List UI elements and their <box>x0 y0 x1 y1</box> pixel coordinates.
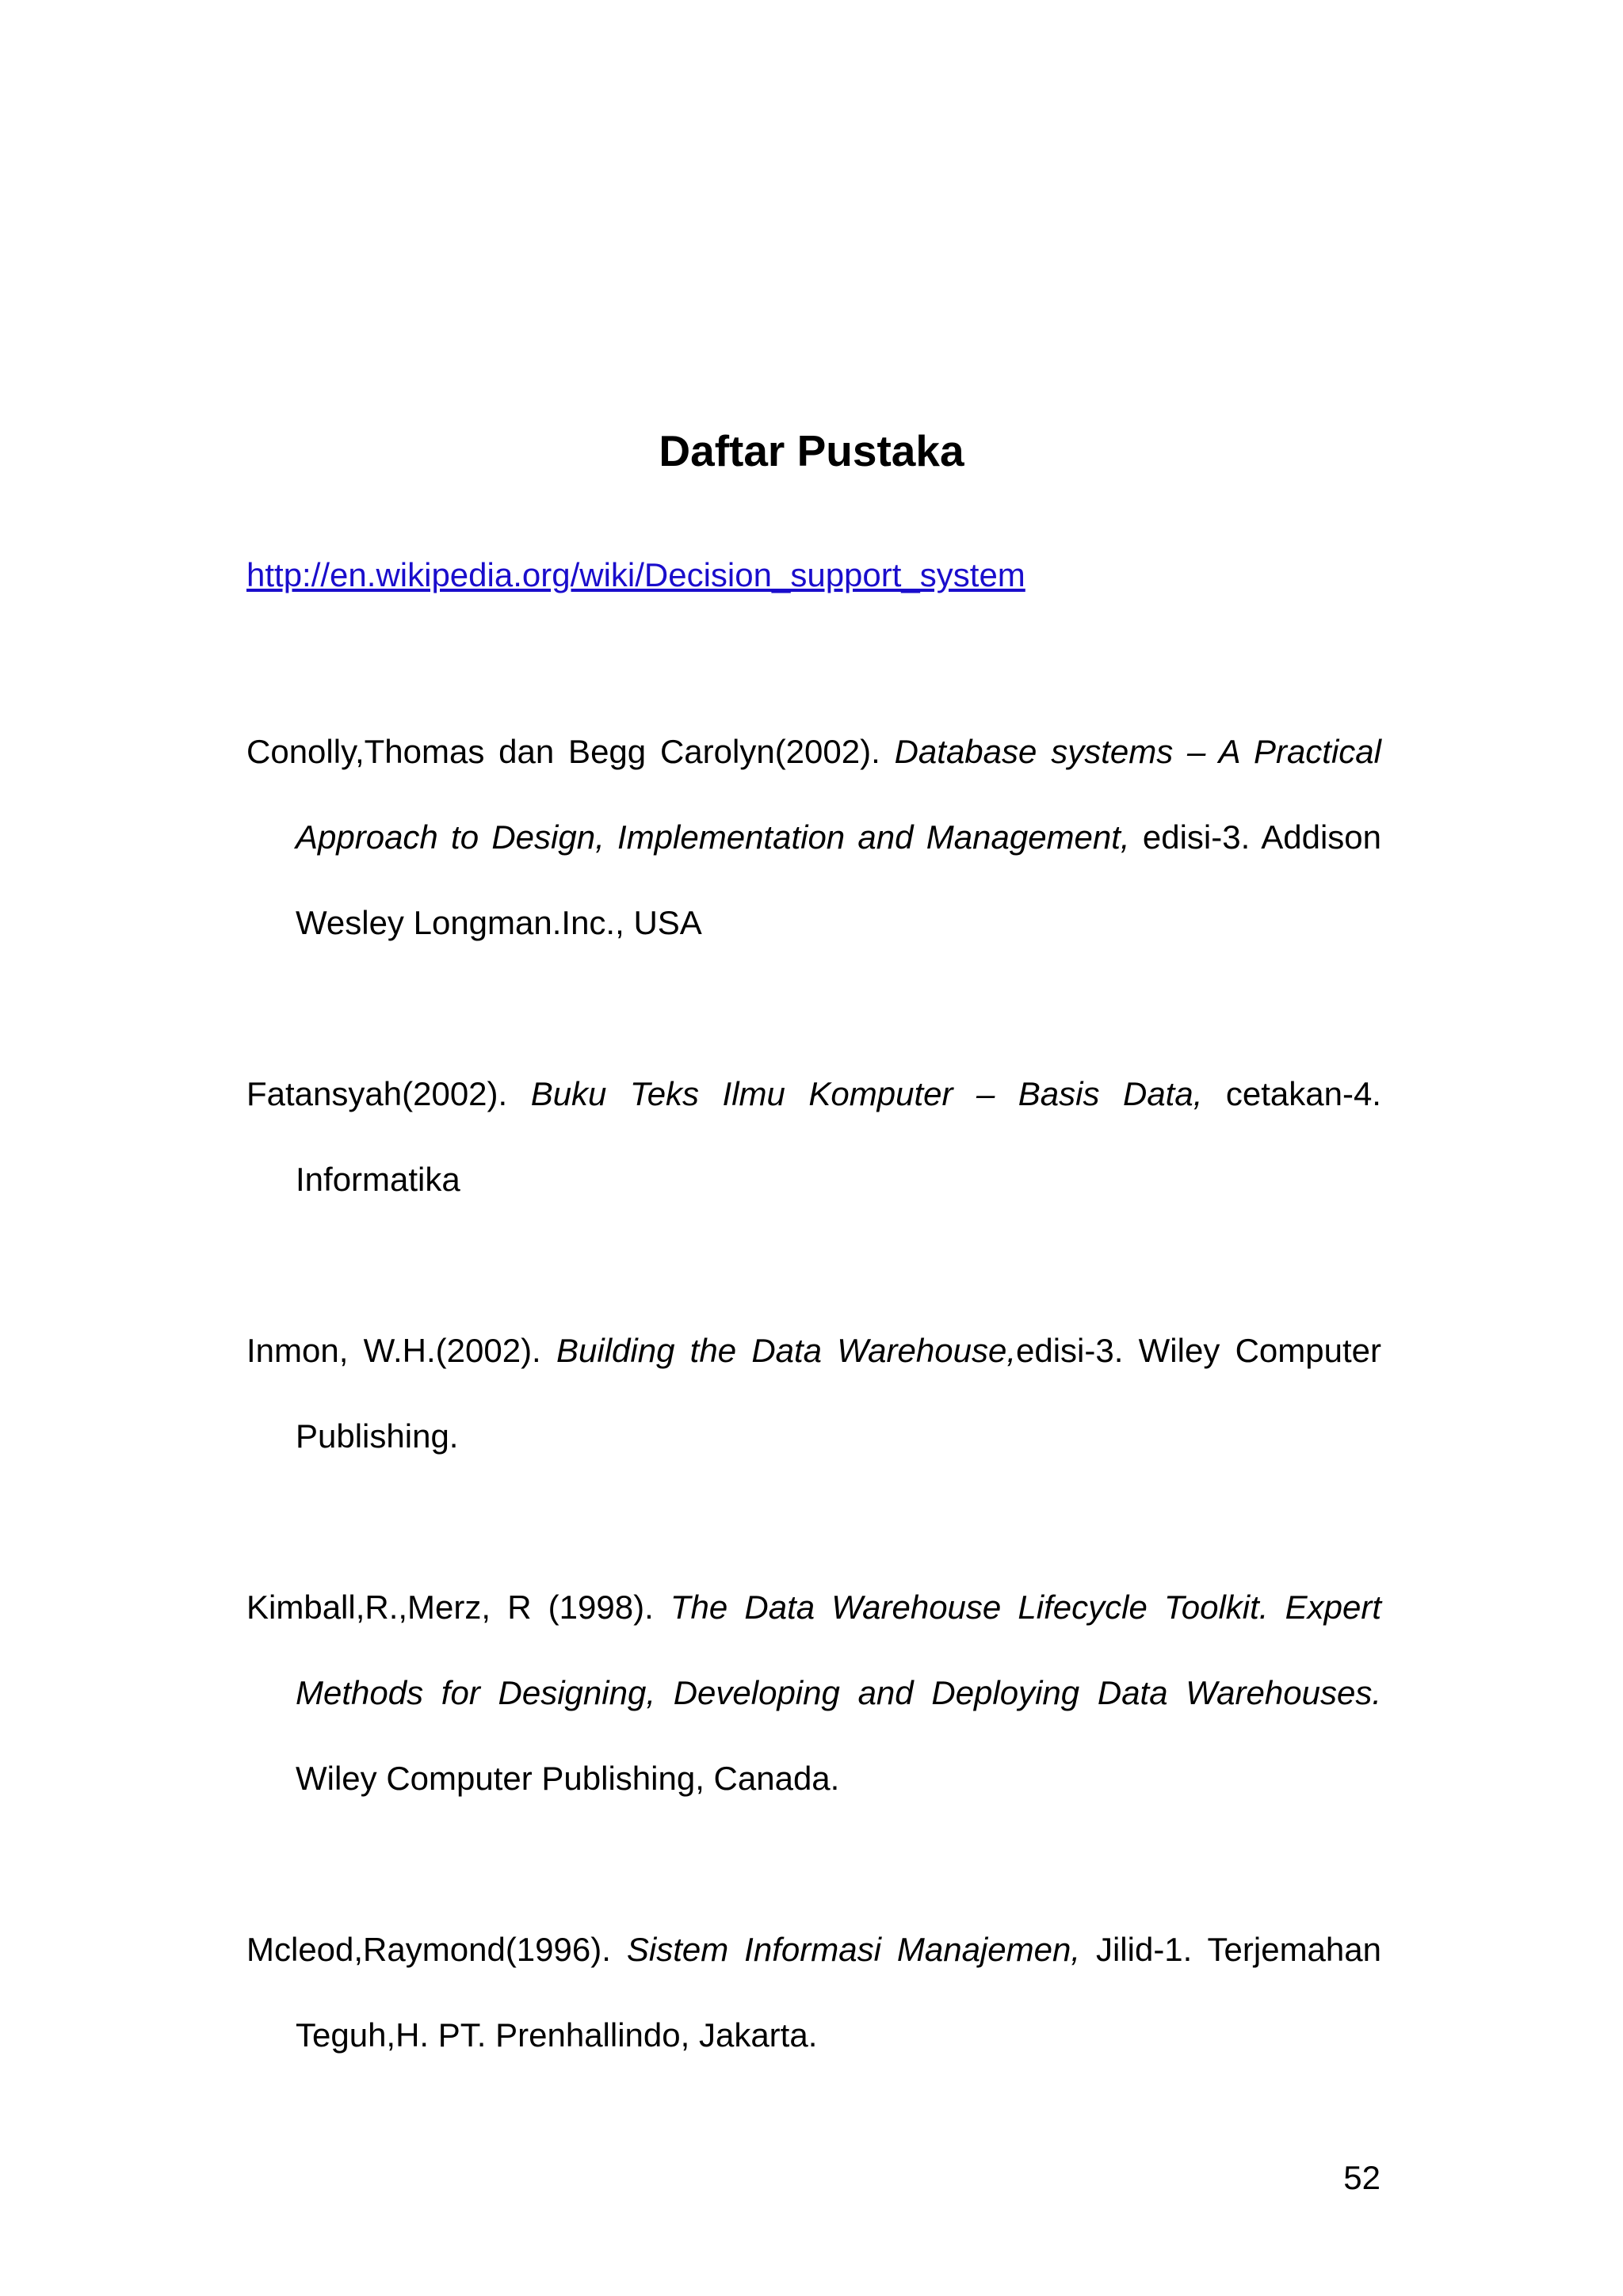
wikipedia-link[interactable]: http://en.wikipedia.org/wiki/Decision_support_system <box>246 556 1025 593</box>
reference-text: Fatansyah(2002). <box>246 1075 531 1112</box>
reference-line <box>246 709 1381 795</box>
reference-text: Teguh,H. PT. Prenhallindo, Jakarta. <box>296 2016 818 2054</box>
reference-text: edisi-3. Wiley Computer <box>1016 1332 1381 1369</box>
reference-kimball <box>246 1565 1381 1821</box>
reference-line <box>246 1993 1381 2078</box>
reference-title-text: Database systems – A Practical <box>894 733 1381 770</box>
reference-mcleod <box>246 1907 1381 2078</box>
reference-line <box>246 880 1381 966</box>
reference-line <box>246 1308 1381 1394</box>
reference-text: Conolly,Thomas dan Begg Carolyn(2002). <box>246 733 895 770</box>
reference-line <box>246 1137 1381 1222</box>
reference-line <box>246 795 1381 880</box>
reference-fatansyah <box>246 1051 1381 1222</box>
reference-line <box>246 1565 1381 1650</box>
reference-title-text: Buku Teks Ilmu Komputer – Basis Data, <box>530 1075 1203 1112</box>
reference-inmon <box>246 1308 1381 1479</box>
reference-title-text: Approach to Design, Implementation and Management, <box>296 818 1130 856</box>
reference-text: Kimball,R.,Merz, R (1998). <box>246 1589 670 1626</box>
reference-line <box>246 1907 1381 1993</box>
page-title: Daftar Pustaka <box>659 425 964 475</box>
reference-text: cetakan-4. <box>1202 1075 1381 1112</box>
reference-line <box>246 1394 1381 1479</box>
reference-line <box>246 1736 1381 1821</box>
reference-conolly <box>246 709 1381 966</box>
reference-title-text: The Data Warehouse Lifecycle Toolkit. Expert <box>670 1589 1381 1626</box>
reference-text: Wiley Computer Publishing, Canada. <box>296 1760 840 1797</box>
reference-line <box>246 1650 1381 1736</box>
reference-title-text: Building the Data Warehouse, <box>556 1332 1016 1369</box>
reference-text: Mcleod,Raymond(1996). <box>246 1931 627 1968</box>
reference-title-text: Sistem Informasi Manajemen, <box>626 1931 1080 1968</box>
page-number: 52 <box>1343 2159 1381 2196</box>
reference-line <box>246 1051 1381 1137</box>
reference-text: Inmon, W.H.(2002). <box>246 1332 556 1369</box>
reference-text: edisi-3. Addison <box>1129 818 1381 856</box>
reference-text: Jilid-1. Terjemahan <box>1080 1931 1381 1968</box>
reference-text: Informatika <box>296 1161 460 1198</box>
reference-text: Publishing. <box>296 1417 459 1455</box>
reference-title-text: Methods for Designing, Developing and Deploying Data Warehouses. <box>296 1674 1381 1711</box>
reference-text: Wesley Longman.Inc., USA <box>296 904 702 941</box>
